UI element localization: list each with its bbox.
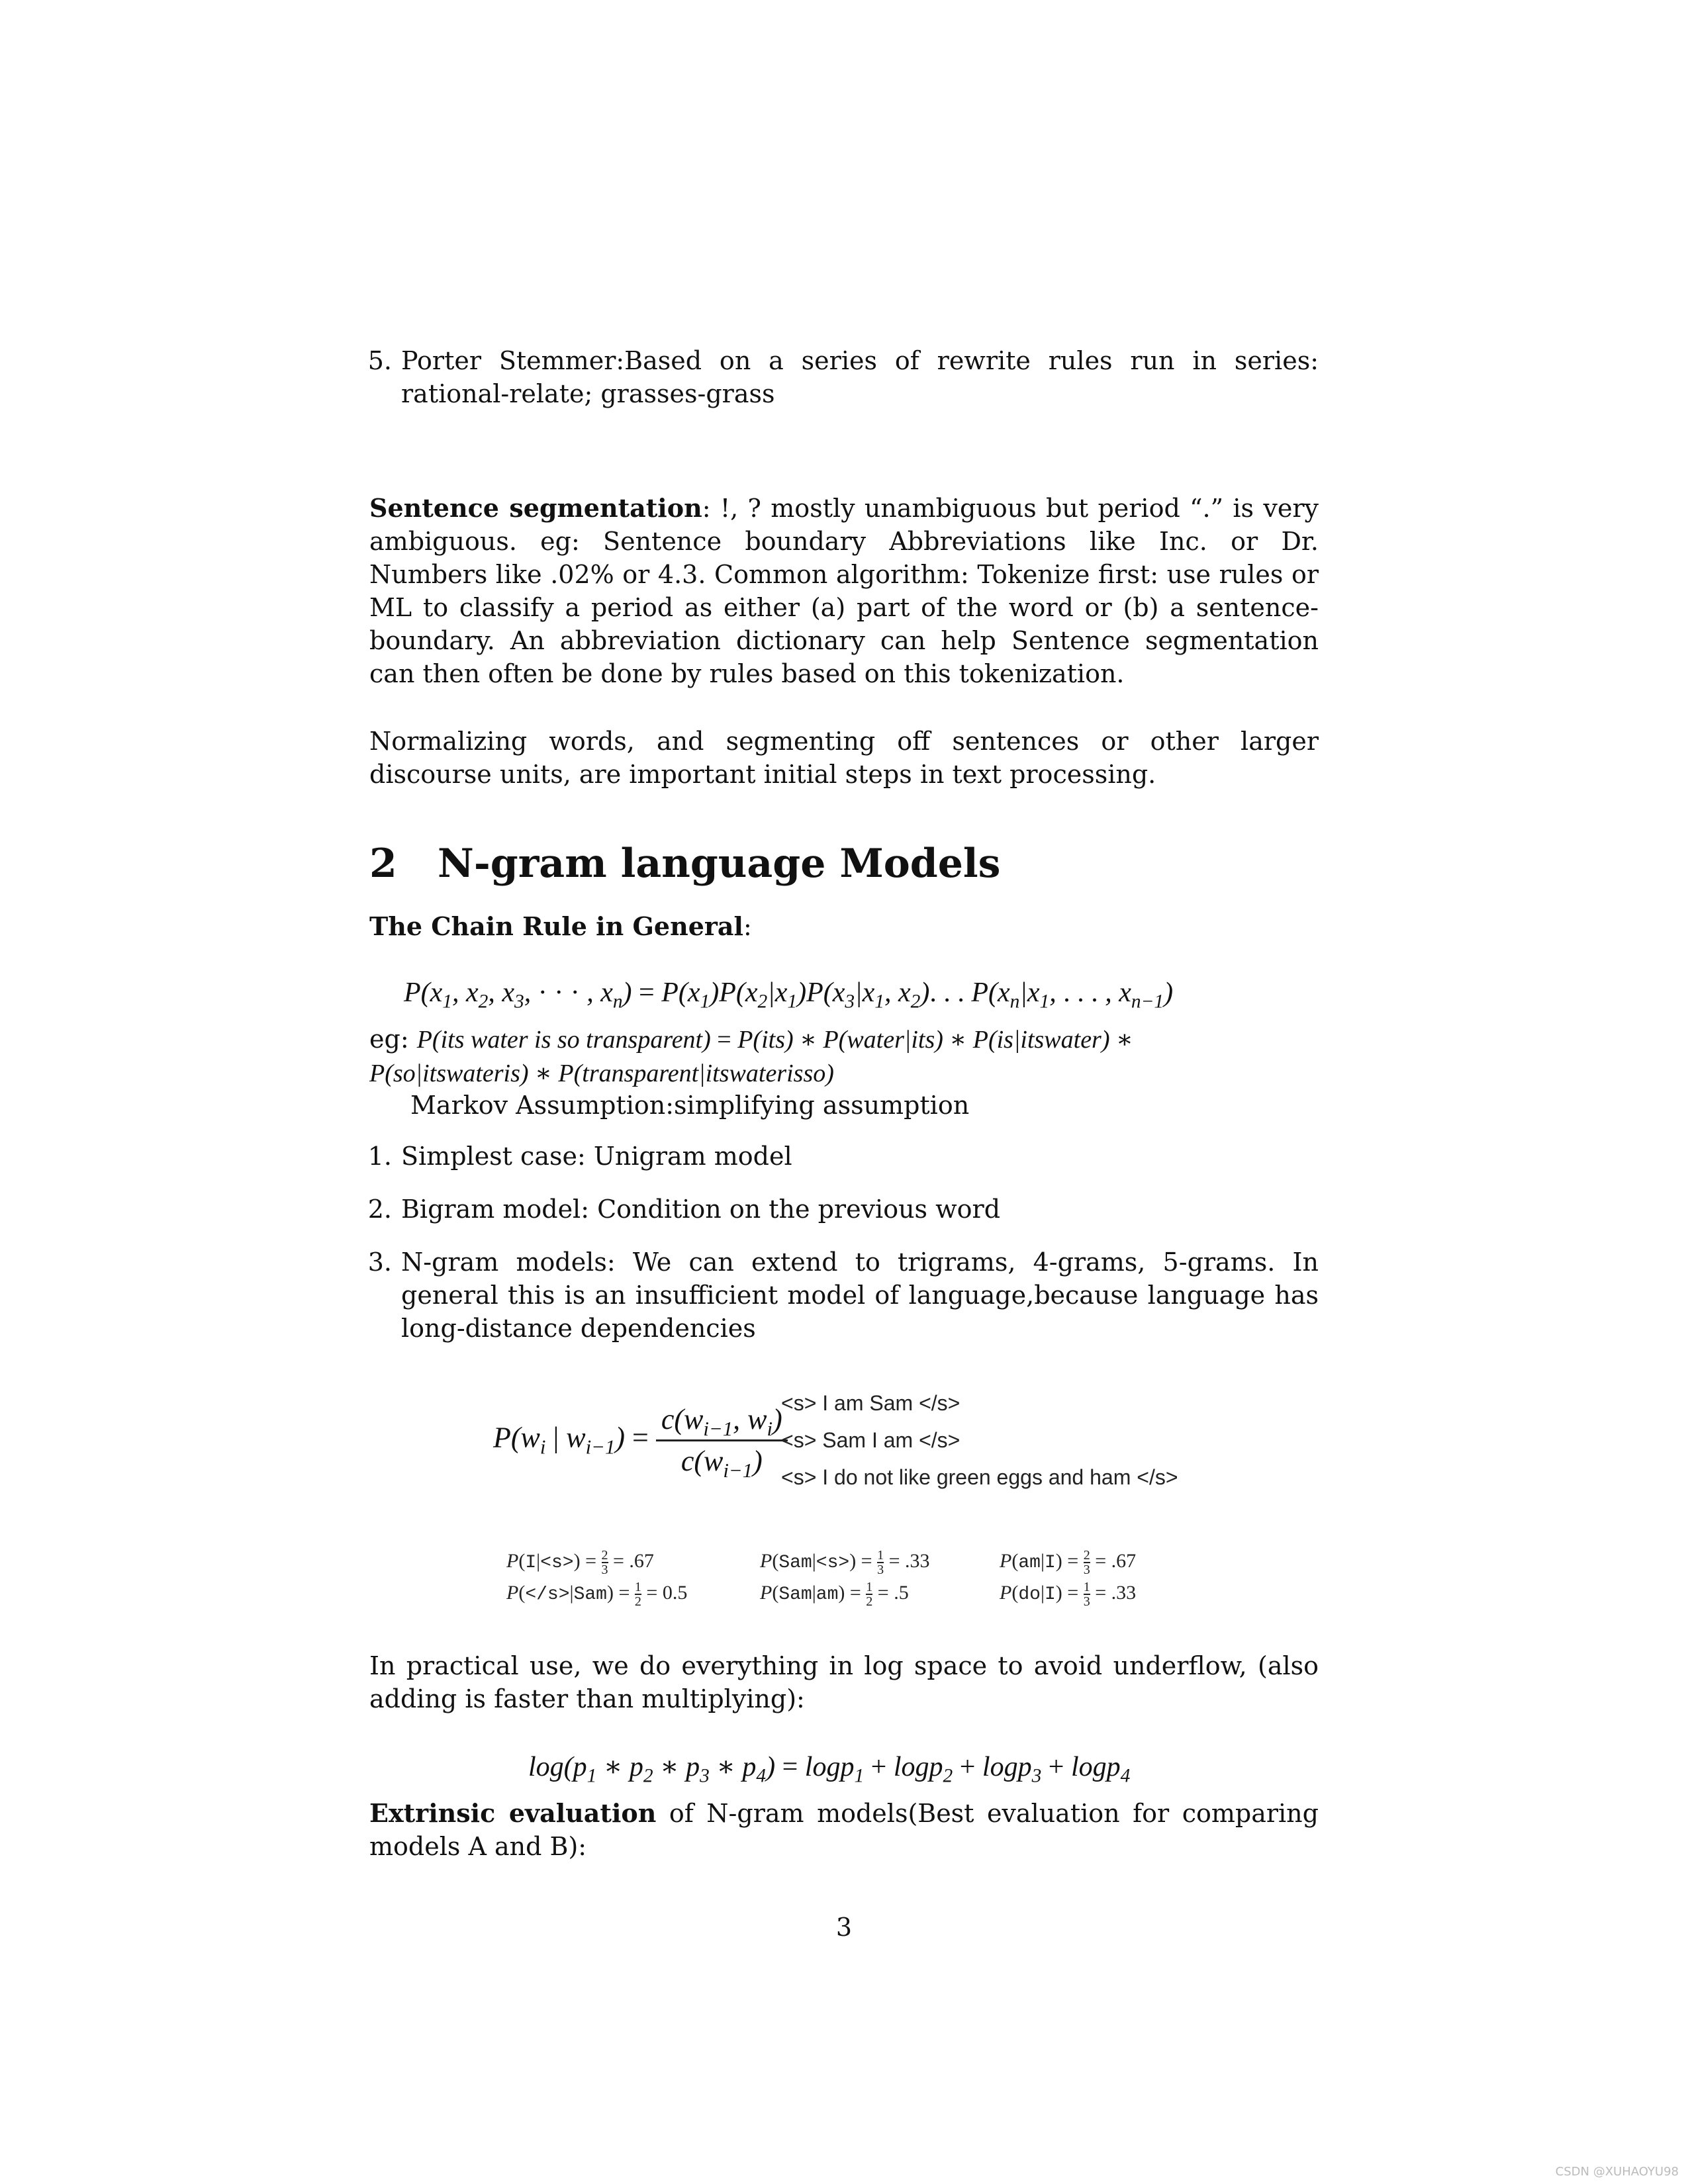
chain-rule-example: eg: P(its water is so transparent) = P(its) ∗ P(water|its) ∗ P(is|itswater) ∗ P(so|itswateris) ∗ P(transparent|itswaterisso) (369, 1024, 1133, 1087)
log-space-paragraph: In practical use, we do everything in log space to avoid underflow, (also adding is faster than multiplying): (369, 1651, 1319, 1713)
sentence-segmentation-paragraph (369, 492, 1319, 690)
list-text: Porter Stemmer:Based on a series of rewrite rules run in series: rational-relate; grasses-grass (401, 346, 1319, 408)
section-title: N-gram language Models (438, 841, 1001, 887)
probability-entry: P(am|I) = $\frac{2}{3}$ = .67 (1000, 1548, 1137, 1578)
list-item-porter-stemmer (367, 344, 1319, 410)
list-number: 5. (367, 346, 392, 375)
chain-rule-equation: $P(x_1$, $x_2$, $x_3$, · · · , $x_n) = P(x_1)P(x_2|x_1)P(x_3|x_1$, $x_2$). . . $P(x_n|x_1$, . . . , $x_{n-1}$) (404, 978, 1174, 1013)
corpus-sentence: <s> I am Sam </s> (781, 1391, 961, 1415)
section-heading (369, 837, 1000, 890)
extrinsic-evaluation-term: Extrinsic evaluation (369, 1798, 657, 1828)
section-number: 2 (369, 841, 397, 887)
markov-assumption: Markov Assumption:simplifying assumption (410, 1091, 970, 1120)
normalizing-paragraph: Normalizing words, and segmenting off sentences or other larger discourse units, are important initial steps in text processing. (369, 727, 1319, 789)
bigram-mle-formula: $P(w_i$ | $w_{i-1}$) = $\frac{c(w_{i-1}, w_i)}{c(w_{i-1})}$ (493, 1400, 788, 1481)
list-item-bigram: 2. Bigram model: Condition on the previous word (367, 1195, 1001, 1224)
corpus-sentence: <s> Sam I am </s> (781, 1428, 961, 1452)
chain-rule-term: The Chain Rule in General (369, 911, 743, 941)
corpus-sentence: <s> I do not like green eggs and ham </s> (781, 1465, 1178, 1489)
probability-entry: P(do|I) = $\frac{1}{3}$ = .33 (1000, 1580, 1137, 1610)
chain-rule-heading: The Chain Rule in General: (369, 911, 752, 941)
probability-entry: P(I|<s>) = $\frac{2}{3}$ = .67 (506, 1548, 654, 1578)
probability-entry: P(Sam|am) = $\frac{1}{2}$ = .5 (760, 1580, 909, 1610)
watermark: CSDN @XUHAOYU98 (1555, 2165, 1679, 2179)
probability-entry: P(Sam|<s>) = $\frac{1}{3}$ = .33 (760, 1548, 930, 1578)
sentence-segmentation-text: : !, ? mostly unambiguous but period “.” is very ambiguous. eg: Sentence boundary Abbreviations like Inc. or Dr. Numbers like .02% or 4.3. Common algorithm: Tokenize first: use rules or ML to classify a period as either (a) part of the word or (b) a sentence-boundary. An abbreviation dictionary can help Sentence segmentation can then often be done by rules based on this tokenization. (369, 494, 1319, 688)
log-equation: $\log(p_1$ ∗ $p_2$ ∗ $p_3$ ∗ $p_4) = \log p_1 + \log p_2 + \log p_3 + \log p_4$ (528, 1752, 1131, 1787)
sentence-segmentation-term: Sentence segmentation (369, 493, 702, 523)
list-item-unigram: 1. Simplest case: Unigram model (367, 1142, 792, 1171)
page-number: 3 (835, 1913, 853, 1942)
list-item-ngram: 3. N-gram models: We can extend to trigrams, 4-grams, 5-grams. In general this is an insufficient model of language,because language has long-distance dependencies (367, 1248, 1319, 1343)
extrinsic-evaluation-paragraph: Extrinsic evaluation of N-gram models(Best evaluation for comparing models A and B): (369, 1798, 1319, 1861)
probability-entry: P(</s>|Sam) = $\frac{1}{2}$ = 0.5 (506, 1580, 688, 1610)
